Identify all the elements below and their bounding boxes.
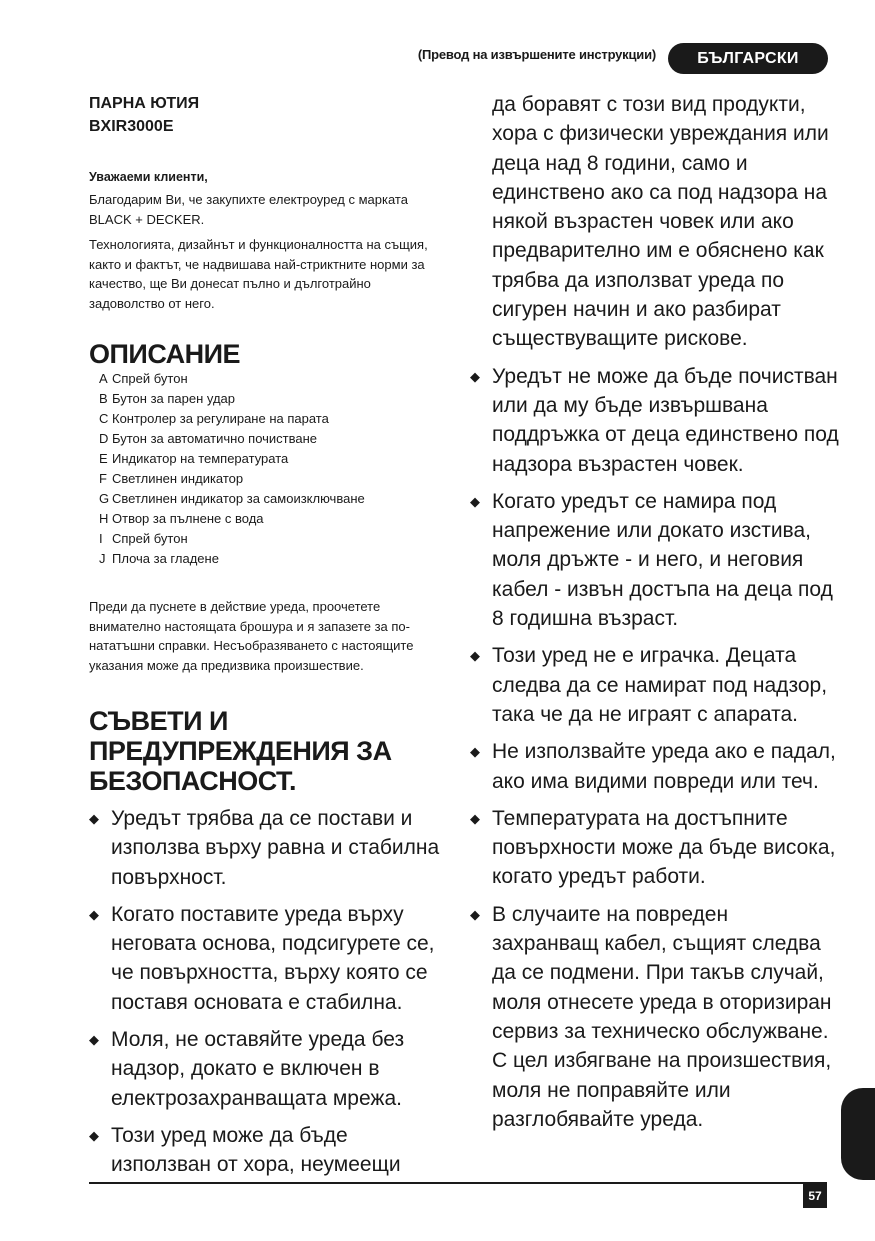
list-item (89, 549, 449, 569)
bullet-text: Не използвайте уреда ако е падал, ако има видими повреди или теч. (492, 740, 836, 793)
diamond-bullet-icon: ◆ (470, 648, 480, 664)
bullet-text: Когато уредът се намира под напрежение или докато изстива, моля дръжте - и него, и неговия кабел - извън достъпа на деца под 8 годишна възраст. (492, 489, 833, 631)
diamond-bullet-icon: ◆ (89, 1127, 99, 1143)
item-text: Спрей бутон (112, 531, 188, 546)
safety-bullet (470, 900, 840, 1134)
greeting: Уважаеми клиенти, (89, 170, 208, 184)
safety-list-right (470, 362, 840, 1134)
bullet-text: Този уред не е играчка. Децата следва да се намират под надзор, така че да не играят с апарата. (492, 644, 828, 726)
item-text: Светлинен индикатор за самоизключване (112, 491, 365, 506)
item-letter: H (99, 511, 109, 526)
safety-bullet (89, 900, 449, 1017)
read-manual-warning: Преди да пуснете в действие уреда, проочетете внимателно настоящата брошура и я запазете за по-нататъшни справки. Несъобразяването с настоящите указания може да предизвика произшествие. (89, 599, 414, 673)
safety-bullet (470, 641, 840, 729)
safety-bullet (470, 362, 840, 479)
item-letter: J (99, 551, 106, 566)
item-text: Индикатор на температурата (112, 451, 289, 466)
bullet-text: Моля, не оставяйте уреда без надзор, докато е включен в електрозахранващата мрежа. (111, 1028, 405, 1110)
diamond-bullet-icon: ◆ (89, 1032, 99, 1048)
bullet-text: Когато поставите уреда върху неговата основа, подсигурете се, че повърхността, върху която се поставя основата е стабилна. (111, 902, 435, 1014)
list-item (89, 449, 449, 469)
safety-heading: СЪВЕТИ И ПРЕДУПРЕЖДЕНИЯ ЗА БЕЗОПАСНОСТ. (89, 706, 392, 796)
diamond-bullet-icon: ◆ (89, 906, 99, 922)
bullet-text: В случаите на повреден захранващ кабел, същият следва да се подмени. При такъв случай, моля отнесете уреда в оторизиран сервиз за техническо обслужване. С цел избягване на произшествия, моля не поправяйте или разглобявайте уреда. (492, 902, 832, 1131)
item-letter: F (99, 471, 107, 486)
safety-bullet (89, 804, 449, 892)
translation-note: (Превод на извършените инструкции) (417, 47, 656, 62)
item-text: Светлинен индикатор (112, 471, 244, 486)
bullet-text: Уредът трябва да се постави и използва върху равна и стабилна повърхност. (111, 807, 440, 889)
safety-bullet (89, 1121, 449, 1180)
list-item (89, 409, 449, 429)
list-item (89, 389, 449, 409)
bullet-text: Този уред може да бъде използван от хора, неумеещи (111, 1123, 401, 1177)
item-letter: B (99, 391, 108, 406)
footer-divider (89, 1182, 827, 1184)
safety-continuation: да боравят с този вид продукти, хора с физически увреждания или деца над 8 години, само и единствено ако са под надзора на някой възрастен човек или ако предварително им е обяснено как трябва да използват уреда по сигурен начин и ако разбират съществуващите рискове. (492, 93, 829, 351)
item-letter: C (99, 411, 109, 426)
product-name: ПАРНА ЮТИЯ (89, 95, 200, 112)
right-column (470, 90, 840, 1142)
diamond-bullet-icon: ◆ (89, 811, 99, 826)
intro-paragraph-2: Технологията, дизайнът и функционалността на същия, както и фактът, че надвишава най-стриктните норми за качество, ще Ви донесат пълно и дълготрайно задоволство от него. (89, 237, 428, 311)
item-letter: A (99, 371, 108, 386)
section-tab (841, 1088, 875, 1180)
item-text: Плоча за гладене (112, 551, 219, 566)
safety-list-left (89, 804, 449, 1180)
safety-bullet (470, 737, 840, 796)
list-item (89, 509, 449, 529)
list-item (89, 489, 449, 509)
diamond-bullet-icon: ◆ (470, 810, 480, 826)
item-letter: G (99, 491, 110, 506)
diamond-bullet-icon: ◆ (470, 368, 480, 384)
left-column (89, 92, 449, 1188)
bullet-text: Температурата на достъпните повърхности може да бъде висока, когато уредът работи. (492, 806, 836, 889)
intro-paragraph-1: Благодарим Ви, че закупихте електроуред с марката BLACK + DECKER. (89, 192, 408, 227)
diamond-bullet-icon: ◆ (470, 744, 480, 760)
item-text: Спрей бутон (112, 371, 188, 386)
item-text: Бутон за автоматично почистване (112, 431, 318, 446)
item-letter: I (99, 531, 103, 546)
page-number: 57 (803, 1184, 827, 1208)
item-letter: D (99, 431, 109, 446)
diamond-bullet-icon: ◆ (470, 906, 480, 922)
item-text: Отвор за пълнене с вода (112, 511, 264, 526)
list-item (89, 469, 449, 489)
diamond-bullet-icon: ◆ (470, 493, 480, 509)
item-text: Бутон за парен удар (112, 391, 236, 406)
bullet-text: Уредът не може да бъде почистван или да му бъде извършвана поддръжка от деца единствено под надзора възрастен човек. (492, 364, 839, 476)
product-model: BXIR3000E (89, 118, 174, 135)
description-heading: ОПИСАНИЕ (89, 339, 241, 369)
item-letter: E (99, 451, 108, 466)
language-badge: БЪЛГАРСКИ (668, 43, 828, 74)
description-list (89, 369, 449, 569)
item-text: Контролер за регулиране на парата (112, 411, 329, 426)
list-item (89, 429, 449, 449)
safety-bullet (89, 1025, 449, 1113)
list-item (89, 369, 449, 389)
safety-bullet (470, 804, 840, 892)
list-item (89, 529, 449, 549)
safety-bullet (470, 487, 840, 633)
